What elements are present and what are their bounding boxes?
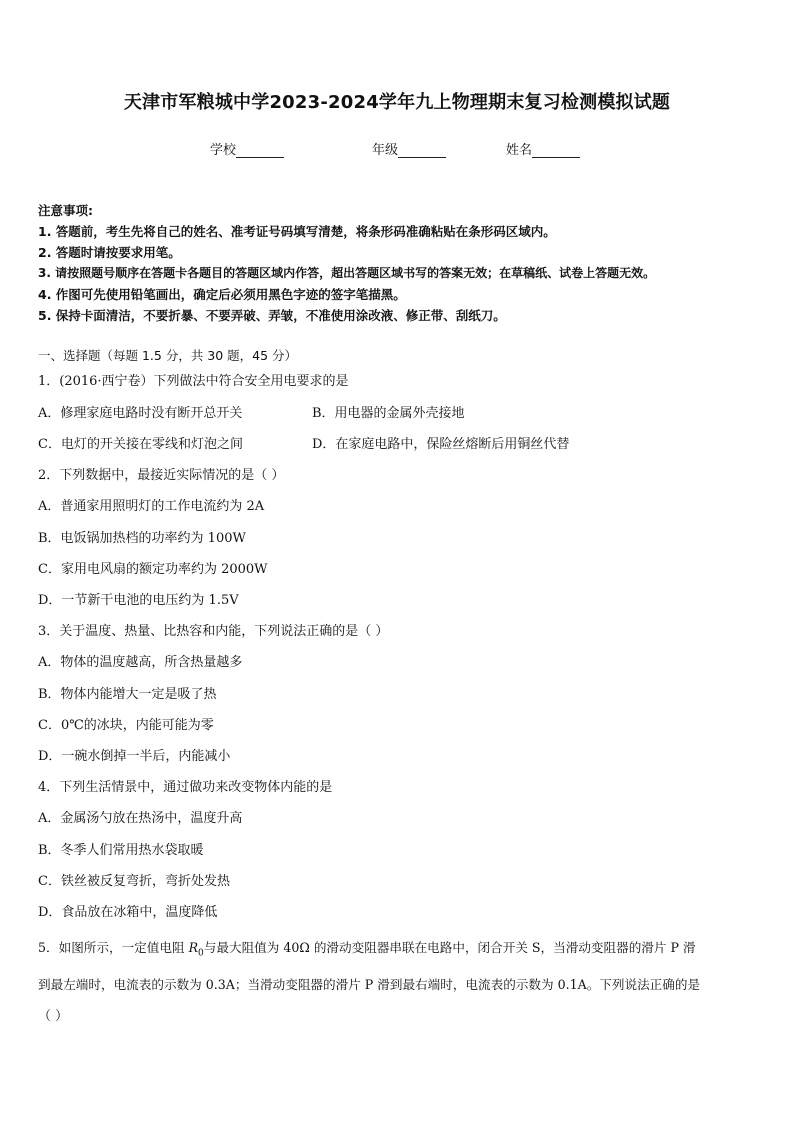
exam-notes <box>38 200 778 326</box>
resistor-subscript: 0 <box>198 948 204 959</box>
question-2-option-d: D．一节新干电池的电压约为 1.5V <box>38 593 239 608</box>
question-5-stem-line-2: 到最左端时，电流表的示数为 0.3A；当滑动变阻器的滑片 P 滑到最右端时，电流表的示数为 0.1A。下列说法正确的是 <box>38 977 701 992</box>
note-item: 2. 答题时请按要求用笔。 <box>38 245 181 260</box>
question-5-text: 与最大阻值为 40Ω 的滑动变阻器串联在电路中，闭合开关 S，当滑动变阻器的滑片 P 滑 <box>203 940 696 955</box>
name-label: 姓名 <box>506 143 533 158</box>
note-item: 1. 答题前，考生先将自己的姓名、准考证号码填写清楚，将条形码准确粘贴在条形码区域内。 <box>38 224 556 239</box>
notes-heading: 注意事项: <box>38 203 93 218</box>
question-1-option-b: B．用电器的金属外壳接地 <box>312 406 465 421</box>
question-3-option-d: D．一碗水倒掉一半后，内能减小 <box>38 749 231 764</box>
name-blank[interactable] <box>532 143 580 158</box>
question-1-option-a: A．修理家庭电路时没有断开总开关 <box>38 406 243 421</box>
note-item: 4. 作图可先使用铅笔画出，确定后必须用黑色字迹的签字笔描黑。 <box>38 287 406 302</box>
question-2-option-c: C．家用电风扇的额定功率约为 2000W <box>38 562 268 577</box>
question-4-option-c: C．铁丝被反复弯折，弯折处发热 <box>38 874 230 889</box>
question-4-stem: 4．下列生活情景中，通过做功来改变物体内能的是 <box>38 780 333 795</box>
note-item: 5. 保持卡面清洁，不要折暴、不要弄破、弄皱，不准使用涂改液、修正带、刮纸刀。 <box>38 308 506 323</box>
question-5-prefix: 5．如图所示，一定值电阻 <box>38 940 189 955</box>
grade-label: 年级 <box>372 143 399 158</box>
student-info-row <box>0 139 794 161</box>
school-blank[interactable] <box>236 143 284 158</box>
exam-title: 天津市军粮城中学2023-2024学年九上物理期末复习检测模拟试题 <box>123 92 671 113</box>
note-item: 3. 请按照题号顺序在答题卡各题目的答题区域内作答，超出答题区域书写的答案无效；在草稿纸、试卷上答题无效。 <box>38 266 656 280</box>
question-5-stem-line-1 <box>38 938 758 964</box>
resistor-symbol: R <box>188 940 199 955</box>
question-2-option-a: A．普通家用照明灯的工作电流约为 2A <box>38 499 265 514</box>
grade-blank[interactable] <box>398 143 446 158</box>
question-4-option-a: A．金属汤勺放在热汤中，温度升高 <box>38 811 243 826</box>
question-2-option-b: B．电饭锅加热档的功率约为 100W <box>38 531 246 546</box>
grade-field <box>372 139 446 158</box>
question-4-option-b: B．冬季人们常用热水袋取暖 <box>38 843 204 858</box>
question-3-option-c: C．0℃的冰块，内能可能为零 <box>38 718 214 733</box>
question-1-option-d: D．在家庭电路中，保险丝熔断后用铜丝代替 <box>312 437 570 452</box>
section-heading: 一、选择题（每题 1.5 分，共 30 题，45 分） <box>38 348 298 363</box>
question-2-stem: 2．下列数据中，最接近实际情况的是（ ） <box>38 468 285 483</box>
question-3-stem: 3．关于温度、热量、比热容和内能，下列说法正确的是（ ） <box>38 624 389 639</box>
question-4-option-d: D．食品放在冰箱中，温度降低 <box>38 905 218 920</box>
school-label: 学校 <box>210 143 237 158</box>
question-1-option-c: C．电灯的开关接在零线和灯泡之间 <box>38 437 243 452</box>
school-field <box>210 139 284 158</box>
question-3-option-a: A．物体的温度越高，所含热量越多 <box>38 655 243 670</box>
name-field <box>506 139 580 158</box>
question-1-stem: 1．(2016·西宁卷）下列做法中符合安全用电要求的是 <box>38 374 349 389</box>
question-3-option-b: B．物体内能增大一定是吸了热 <box>38 687 217 702</box>
question-5-stem-line-3: （ ） <box>38 1009 69 1024</box>
